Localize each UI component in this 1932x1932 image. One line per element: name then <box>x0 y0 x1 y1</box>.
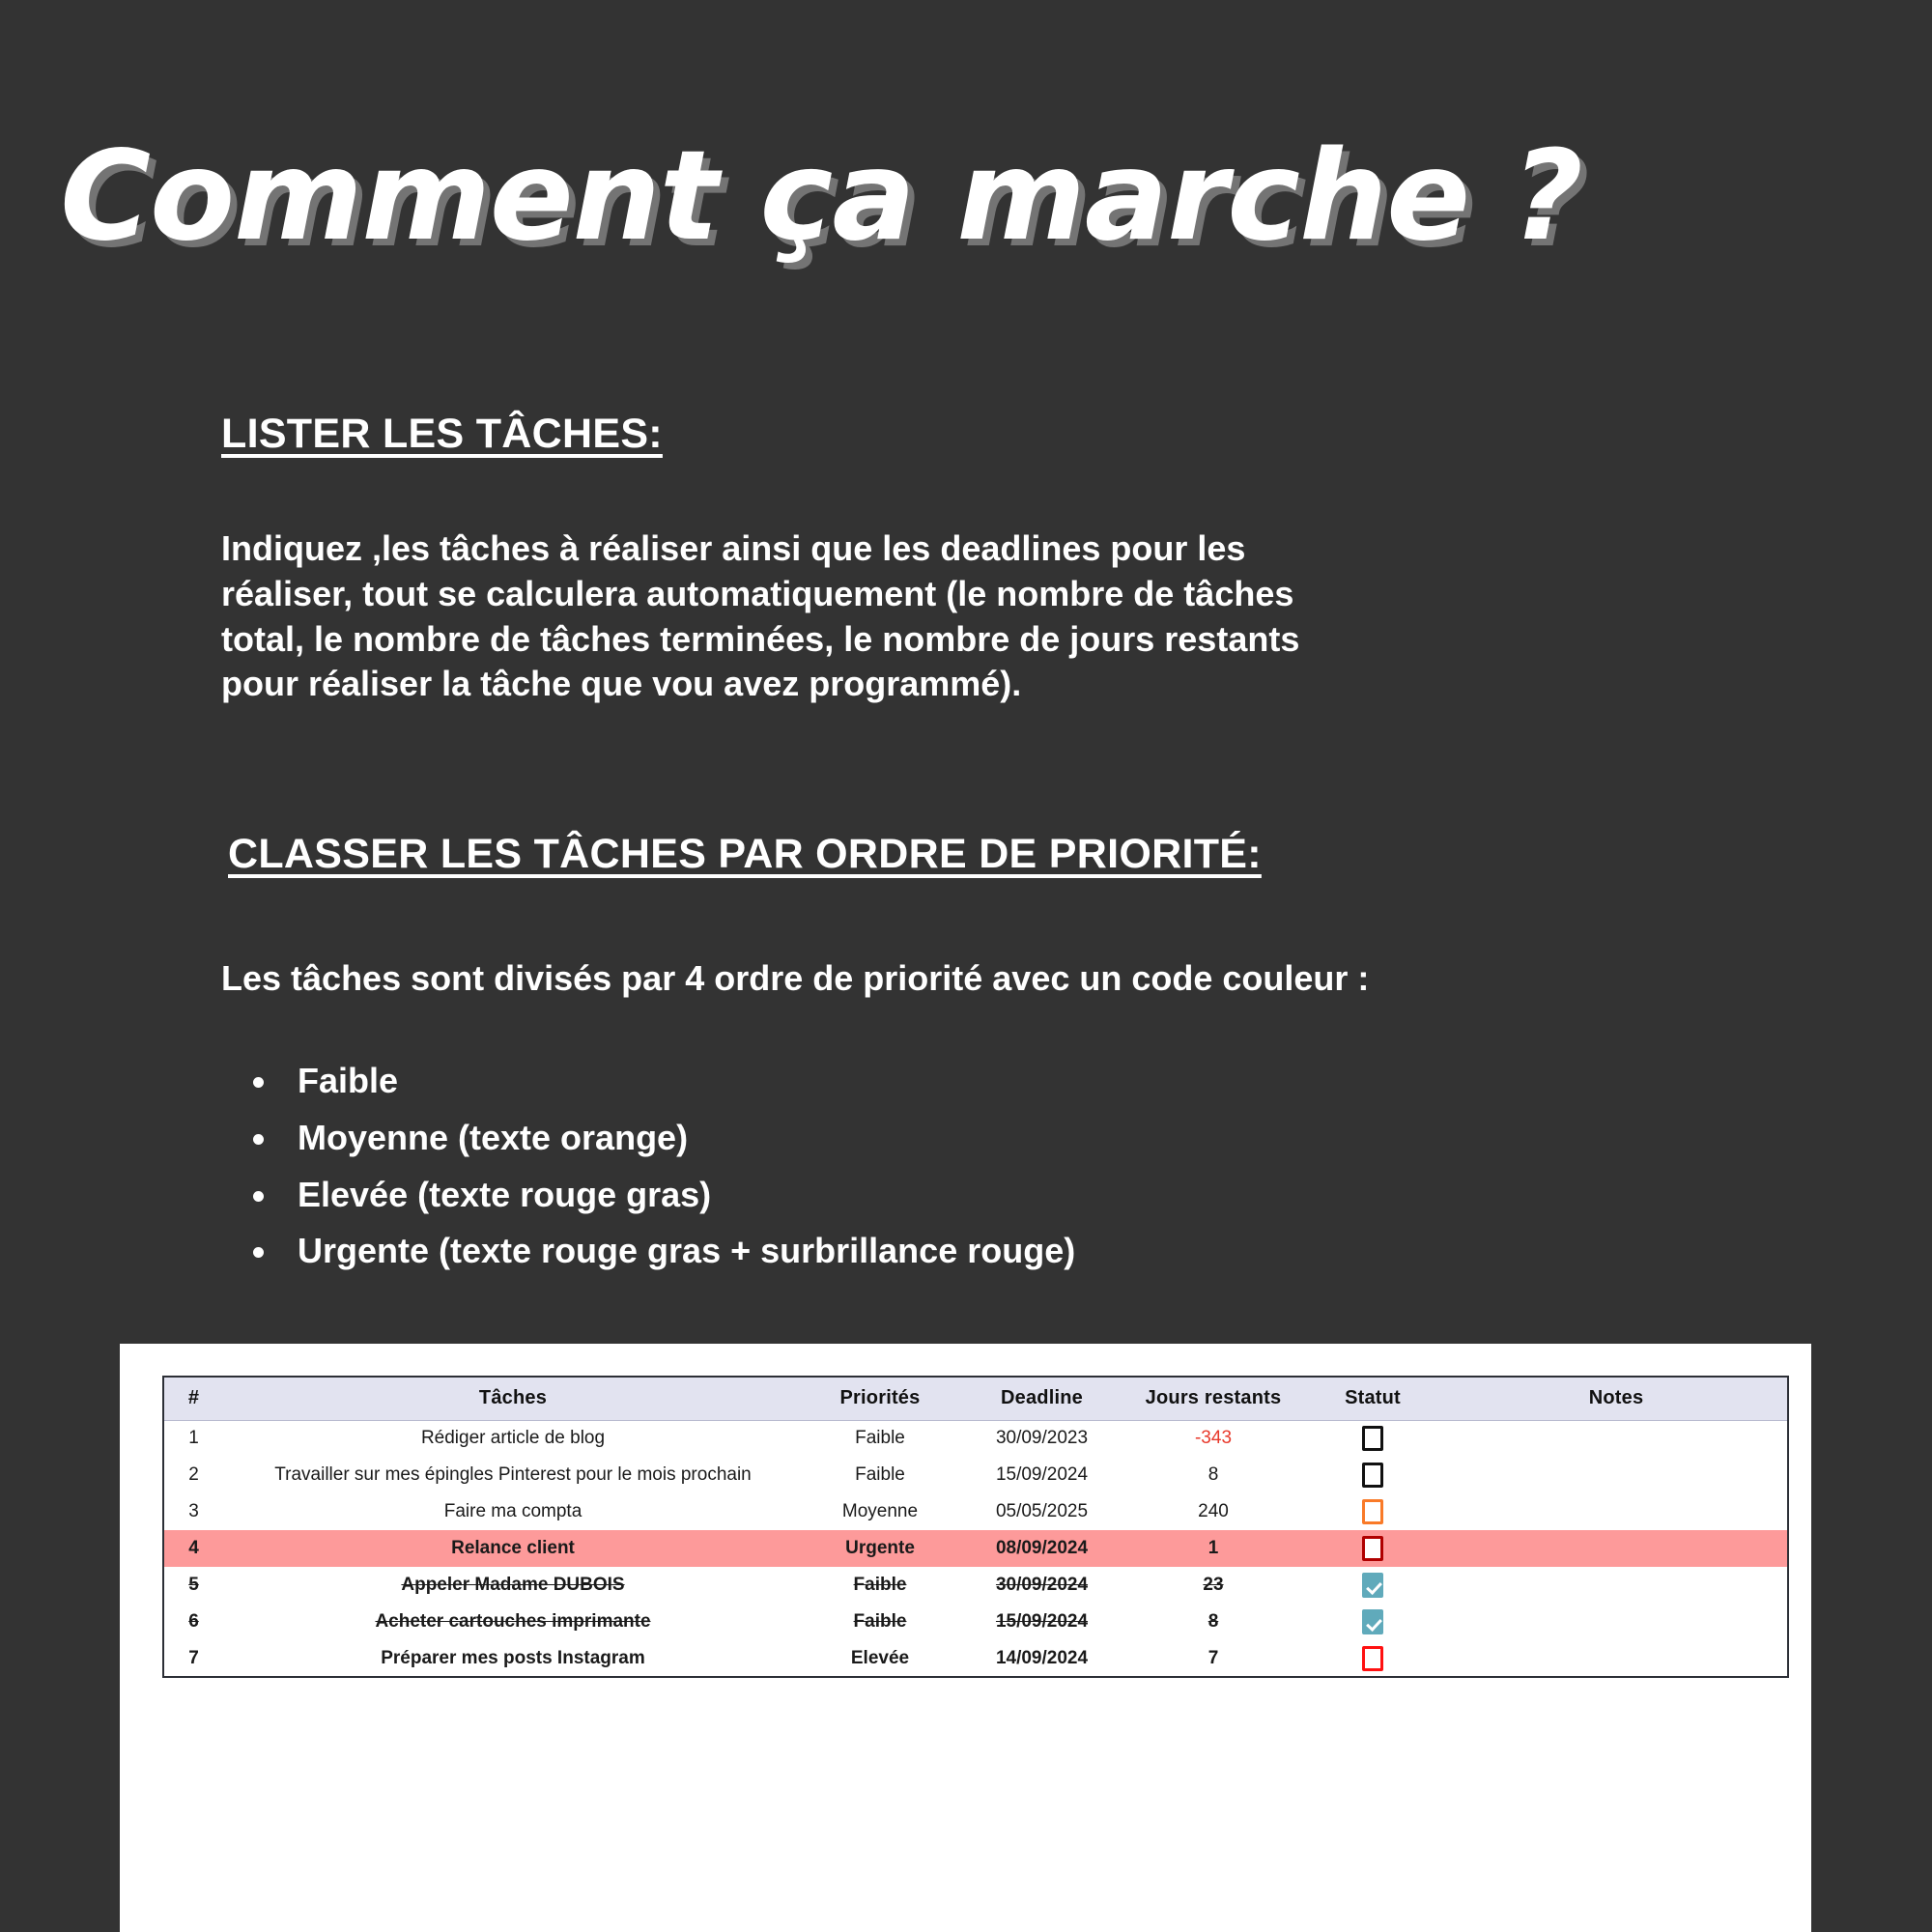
cell-priority[interactable]: Elevée <box>850 1647 910 1668</box>
paragraph-lister-les-taches: Indiquez ,les tâches à réaliser ainsi que les deadlines pour les réaliser, tout se calculera automatiquement (le nombre de tâches total, le nombre de tâches terminées, le nombre de jours restants pour réaliser la tâche que vou avez programmé). <box>221 528 1300 704</box>
column-header-num[interactable]: # <box>163 1377 223 1420</box>
column-header-jours-restants[interactable]: Jours restants <box>1126 1377 1300 1420</box>
cell-status[interactable] <box>1300 1567 1445 1604</box>
cell-task[interactable]: Travailler sur mes épingles Pinterest pour le mois prochain <box>274 1464 752 1485</box>
cell-status[interactable] <box>1300 1604 1445 1640</box>
cell-num[interactable]: 4 <box>188 1538 199 1558</box>
task-table <box>162 1376 1789 1678</box>
cell-task[interactable]: Faire ma compta <box>443 1501 582 1521</box>
cell-priority[interactable]: Moyenne <box>841 1501 919 1521</box>
cell-task[interactable]: Appeler Madame DUBOIS <box>401 1575 625 1595</box>
cell-task[interactable]: Préparer mes posts Instagram <box>381 1647 645 1668</box>
cell-num[interactable]: 1 <box>188 1428 199 1449</box>
priority-legend-list <box>242 1063 1075 1290</box>
cell-days_left[interactable]: 23 <box>1203 1575 1224 1595</box>
checkbox-checked-icon[interactable] <box>1362 1609 1383 1634</box>
table-body <box>163 1420 1788 1677</box>
paragraph-classer-les-taches: Les tâches sont divisés par 4 ordre de priorité avec un code couleur : <box>221 958 1370 998</box>
table-row[interactable] <box>163 1640 1788 1677</box>
cell-num[interactable]: 6 <box>188 1611 199 1632</box>
checkbox-unchecked-icon[interactable] <box>1362 1646 1383 1671</box>
cell-deadline[interactable]: 30/09/2023 <box>995 1428 1089 1449</box>
column-header-deadline[interactable]: Deadline <box>957 1377 1126 1420</box>
spreadsheet-screenshot-card <box>120 1344 1811 1932</box>
cell-deadline[interactable]: 05/05/2025 <box>995 1501 1089 1521</box>
cell-task[interactable]: Relance client <box>451 1538 575 1558</box>
cell-num[interactable]: 7 <box>188 1647 199 1668</box>
cell-notes[interactable] <box>1445 1420 1788 1457</box>
cell-num[interactable]: 3 <box>188 1501 199 1521</box>
cell-priority[interactable]: Faible <box>855 1428 905 1449</box>
cell-notes[interactable] <box>1445 1567 1788 1604</box>
list-item: Faible <box>242 1063 1075 1099</box>
cell-priority[interactable]: Faible <box>853 1611 907 1632</box>
cell-status[interactable] <box>1300 1493 1445 1530</box>
cell-days_left[interactable]: 8 <box>1208 1464 1219 1485</box>
table-row[interactable] <box>163 1604 1788 1640</box>
table-row[interactable] <box>163 1567 1788 1604</box>
cell-days_left[interactable]: 240 <box>1198 1501 1229 1521</box>
page-title: Comment ça marche ? <box>60 125 1582 269</box>
list-item: Moyenne (texte orange) <box>242 1120 1075 1156</box>
cell-num[interactable]: 2 <box>188 1464 199 1485</box>
cell-notes[interactable] <box>1445 1530 1788 1567</box>
cell-notes[interactable] <box>1445 1493 1788 1530</box>
cell-deadline[interactable]: 15/09/2024 <box>995 1464 1089 1485</box>
table-row[interactable] <box>163 1420 1788 1457</box>
table-row[interactable] <box>163 1457 1788 1493</box>
cell-deadline[interactable]: 08/09/2024 <box>995 1538 1089 1558</box>
checkbox-unchecked-icon[interactable] <box>1362 1536 1383 1561</box>
checkbox-unchecked-icon[interactable] <box>1362 1426 1383 1451</box>
cell-notes[interactable] <box>1445 1640 1788 1677</box>
cell-task[interactable]: Rédiger article de blog <box>420 1428 606 1449</box>
column-header-taches[interactable]: Tâches <box>223 1377 803 1420</box>
checkbox-unchecked-icon[interactable] <box>1362 1463 1383 1488</box>
section-heading-classer-les-taches: CLASSER LES TÂCHES PAR ORDRE DE PRIORITÉ: <box>228 831 1262 877</box>
table-header-row <box>163 1377 1788 1420</box>
cell-deadline[interactable]: 15/09/2024 <box>995 1611 1089 1632</box>
list-item: Urgente (texte rouge gras + surbrillance rouge) <box>242 1233 1075 1269</box>
cell-status[interactable] <box>1300 1420 1445 1457</box>
cell-priority[interactable]: Faible <box>855 1464 905 1485</box>
cell-task[interactable]: Acheter cartouches imprimante <box>375 1611 651 1632</box>
checkbox-unchecked-icon[interactable] <box>1362 1499 1383 1524</box>
cell-num[interactable]: 5 <box>188 1575 199 1595</box>
cell-days_left[interactable]: 7 <box>1208 1647 1219 1668</box>
cell-days_left[interactable]: 1 <box>1208 1538 1219 1558</box>
cell-notes[interactable] <box>1445 1457 1788 1493</box>
checkbox-checked-icon[interactable] <box>1362 1573 1383 1598</box>
table-row[interactable] <box>163 1493 1788 1530</box>
cell-deadline[interactable]: 30/09/2024 <box>995 1575 1089 1595</box>
cell-days_left[interactable]: 8 <box>1208 1611 1219 1632</box>
table-row[interactable] <box>163 1530 1788 1567</box>
cell-notes[interactable] <box>1445 1604 1788 1640</box>
column-header-notes[interactable]: Notes <box>1445 1377 1788 1420</box>
cell-status[interactable] <box>1300 1640 1445 1677</box>
cell-priority[interactable]: Urgente <box>845 1538 915 1558</box>
cell-priority[interactable]: Faible <box>853 1575 907 1595</box>
list-item: Elevée (texte rouge gras) <box>242 1177 1075 1213</box>
cell-deadline[interactable]: 14/09/2024 <box>995 1647 1089 1668</box>
cell-status[interactable] <box>1300 1530 1445 1567</box>
column-header-statut[interactable]: Statut <box>1300 1377 1445 1420</box>
cell-status[interactable] <box>1300 1457 1445 1493</box>
cell-days_left[interactable]: -343 <box>1194 1428 1233 1449</box>
section-heading-lister-les-taches: LISTER LES TÂCHES: <box>221 411 663 457</box>
column-header-priorites[interactable]: Priorités <box>803 1377 957 1420</box>
